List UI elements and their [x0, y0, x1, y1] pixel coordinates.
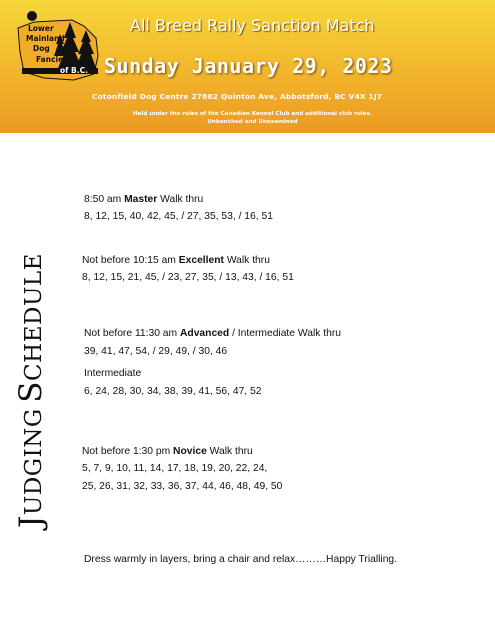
master-numbers: 8, 12, 15, 40, 42, 45, / 27, 35, 53, / 16, 51 — [84, 211, 273, 222]
advanced-numbers: 39, 41, 47, 54, / 29, 49, / 30, 46 — [84, 346, 228, 357]
rules-line-2: Unbenched and Unexamined — [207, 119, 298, 125]
logo-text-5: of B.C. — [60, 66, 88, 75]
novice-heading: Not before 1:30 pm Novice Walk thru — [82, 446, 253, 457]
master-heading: 8:50 am Master Walk thru — [84, 194, 204, 205]
advanced-heading: Not before 11:30 am Advanced / Intermediate Walk thru — [84, 328, 341, 339]
logo-text-2: Mainland — [26, 34, 65, 43]
logo-text-3: Dog — [33, 44, 50, 53]
event-title: All Breed Rally Sanction Match — [130, 16, 375, 35]
trees-logo-icon — [14, 8, 102, 83]
logo-text-4: Fanciers — [36, 55, 72, 64]
judging-schedule-label: JUDGING SCHEDULE — [13, 253, 49, 528]
novice-numbers-line-2: 25, 26, 31, 32, 33, 36, 37, 44, 46, 48, 49, 50 — [82, 481, 283, 492]
excellent-numbers: 8, 12, 15, 21, 45, / 23, 27, 35, / 13, 43, / 16, 51 — [82, 272, 294, 283]
header-banner — [0, 0, 495, 133]
novice-numbers-line-1: 5, 7, 9, 10, 11, 14, 17, 18, 19, 20, 22, 24, — [82, 463, 268, 474]
excellent-heading: Not before 10:15 am Excellent Walk thru — [82, 255, 270, 266]
rules-line-1: Held under the rules of the Canadian Kennel Club and additional club rules. — [133, 111, 372, 117]
intermediate-heading: Intermediate — [84, 368, 142, 379]
logo-text-1: Lower — [28, 24, 54, 33]
footer-note: Dress warmly in layers, bring a chair and relax………Happy Trialling. — [84, 554, 398, 565]
club-logo — [14, 8, 102, 83]
venue-address: Cotonfield Dog Centre 27882 Quinton Ave, Abbotsford, BC V4X 1J7 — [92, 92, 383, 101]
event-date: Sunday January 29, 2023 — [104, 54, 393, 78]
intermediate-numbers: 6, 24, 28, 30, 34, 38, 39, 41, 56, 47, 52 — [84, 386, 262, 397]
